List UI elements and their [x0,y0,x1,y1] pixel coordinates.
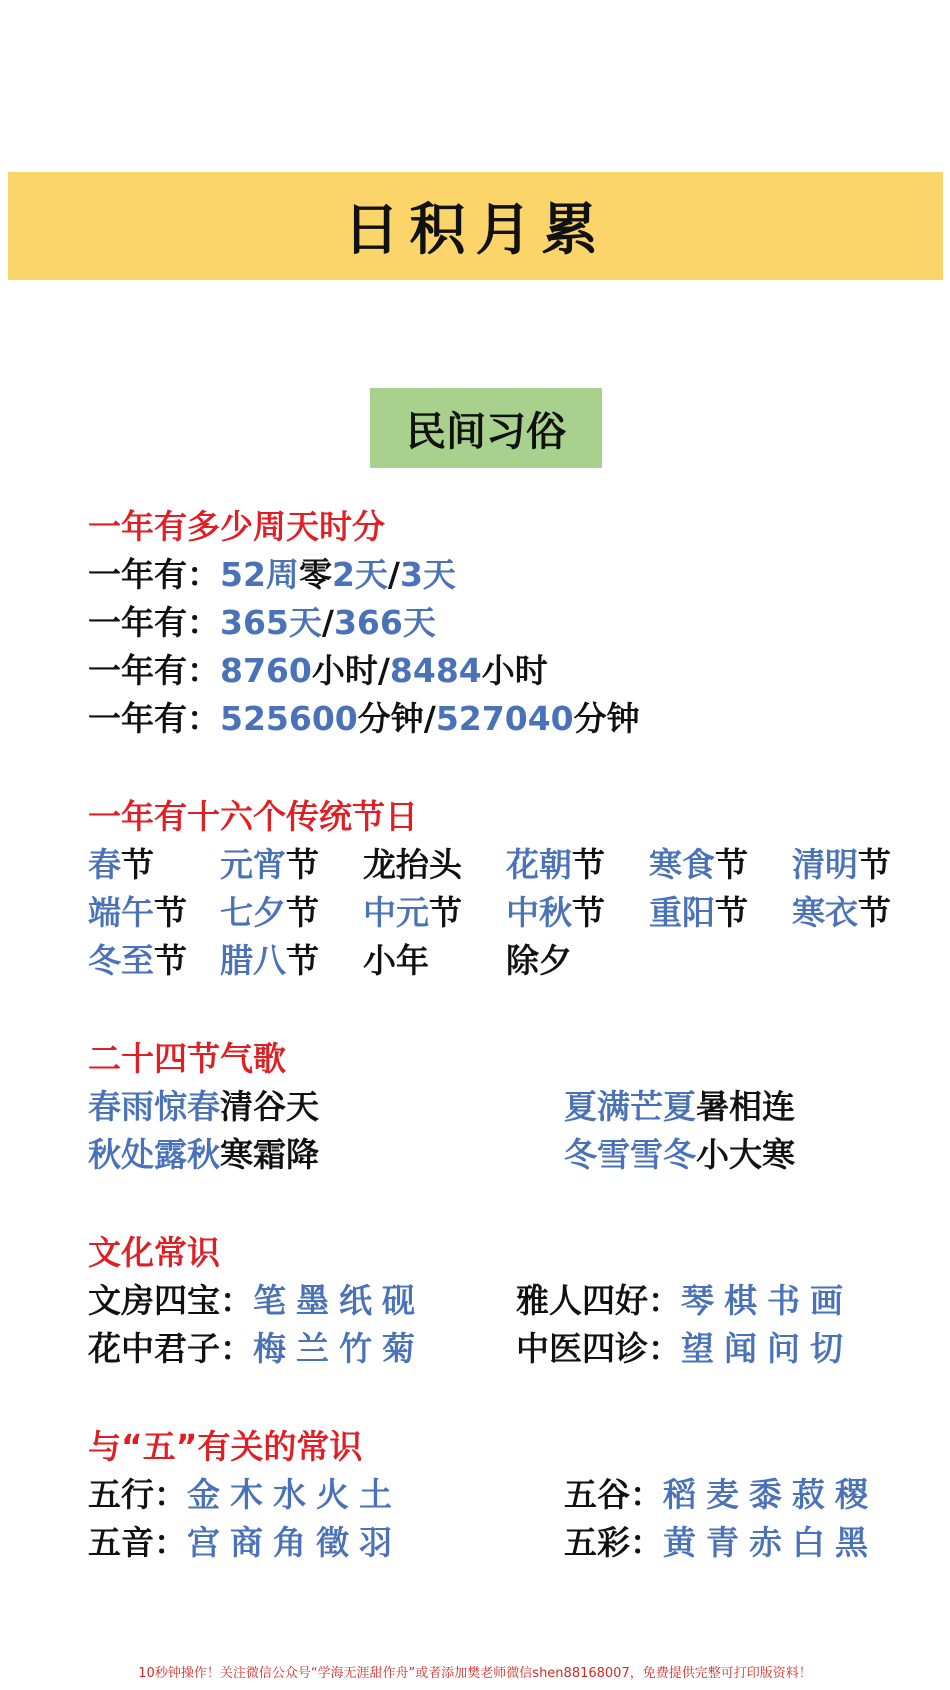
line-hours: 一年有：8760小时/8484小时 [88,651,548,690]
festival-item: 龙抬头 [363,845,462,884]
festival-item: 清明节 [792,845,891,884]
solar-terms-verse: 春雨惊春清谷天 [88,1087,319,1126]
culture-row [88,1277,908,1325]
festival-item: 中元节 [363,893,462,932]
festival-item: 腊八节 [220,941,319,980]
festival-item: 端午节 [88,893,187,932]
title-banner [8,172,943,280]
page-title: 日积月累 [343,197,608,263]
festival-item: 重阳节 [649,893,748,932]
culture-item: 中医四诊：望闻问切 [516,1329,853,1368]
five-item: 五谷：稻麦黍菽稷 [564,1475,878,1514]
five-item: 五彩：黄青赤白黑 [564,1523,878,1562]
five-row [88,1471,908,1519]
festival-item: 冬至节 [88,941,187,980]
festival-item: 花朝节 [506,845,605,884]
festival-item: 元宵节 [220,845,319,884]
festival-item: 七夕节 [220,893,319,932]
festival-item: 寒衣节 [792,893,891,932]
festival-item: 小年 [363,941,429,980]
festival-grid [88,841,908,985]
five-item: 五音：宫商角徵羽 [88,1523,402,1562]
five-item: 五行：金木水火土 [88,1475,402,1514]
line-weeks: 一年有：52周零2天/3天 [88,555,456,594]
solar-terms-row [88,1131,908,1179]
culture-item: 花中君子：梅兰竹菊 [88,1329,425,1368]
heading-solar-terms: 二十四节气歌 [88,1039,286,1078]
heading-year-units: 一年有多少周天时分 [88,507,385,546]
line-days: 一年有：365天/366天 [88,603,436,642]
culture-item: 雅人四好：琴棋书画 [516,1281,853,1320]
heading-five: 与“五”有关的常识 [88,1427,363,1466]
line-minutes: 一年有：525600分钟/527040分钟 [88,699,640,738]
festival-item: 除夕 [506,941,572,980]
festival-item: 春节 [88,845,154,884]
heading-culture: 文化常识 [88,1233,220,1272]
content [88,503,908,1567]
culture-row [88,1325,908,1373]
section-tag: 民间习俗 [370,388,602,468]
solar-terms-verse: 秋处露秋寒霜降 [88,1135,319,1174]
festival-item: 中秋节 [506,893,605,932]
solar-terms-row [88,1083,908,1131]
culture-item: 文房四宝：笔墨纸砚 [88,1281,425,1320]
heading-festivals: 一年有十六个传统节日 [88,797,418,836]
solar-terms-verse: 冬雪雪冬小大寒 [564,1135,795,1174]
solar-terms-verse: 夏满芒夏暑相连 [564,1087,795,1126]
festival-item: 寒食节 [649,845,748,884]
footer-note: 10秒钟操作！关注微信公众号“学海无涯甜作舟”或者添加樊老师微信shen88168007，免费提供完整可打印版资料！ [138,1666,812,1681]
five-row [88,1519,908,1567]
